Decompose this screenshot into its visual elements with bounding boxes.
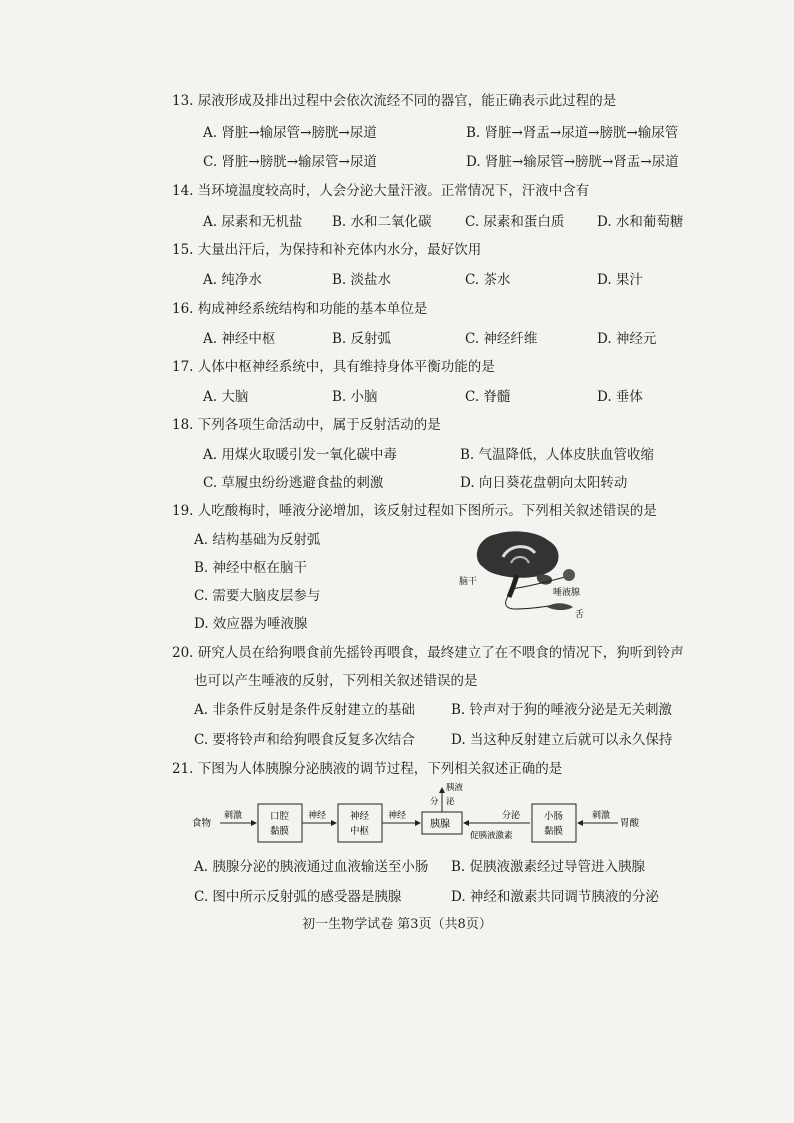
stimulus-label-right: 刺激 (592, 811, 611, 821)
tongue-shape (547, 603, 573, 610)
question-17-stem: 17. 人体中枢神经系统中，具有维持身体平衡功能的是 (172, 359, 495, 375)
question-13-option-a: A. 肾脏→输尿管→膀胱→尿道 (203, 125, 377, 141)
brainstem-shape (509, 575, 517, 597)
question-19-option-b: B. 神经中枢在脑干 (194, 560, 308, 576)
question-17-option-d: D. 垂体 (597, 389, 643, 405)
secrete-up-label-2: 泌 (446, 797, 455, 807)
nerve-label-1: 神经 (308, 811, 327, 821)
question-21-option-a: A. 胰腺分泌的胰液通过血液输送至小肠 (194, 859, 429, 875)
question-15-stem: 15. 大量出汗后，为保持和补充体内水分，最好饮用 (172, 242, 482, 258)
question-14-option-c: C. 尿素和蛋白质 (465, 214, 565, 230)
pancreatic-juice-label: 胰液 (446, 783, 464, 793)
question-16-option-c: C. 神经纤维 (465, 331, 538, 347)
brain-reflex-figure (455, 525, 595, 620)
question-18-option-d: D. 向日葵花盘朝向太阳转动 (460, 475, 628, 491)
food-label: 食物 (192, 818, 212, 829)
oral-mucosa-label-1: 口腔 (270, 811, 290, 822)
page-footer: 初一生物学试卷 第3页（共8页） (302, 917, 492, 932)
question-19-option-c: C. 需要大脑皮层参与 (194, 588, 321, 604)
question-14-option-a: A. 尿素和无机盐 (203, 214, 303, 230)
oral-mucosa-label-2: 黏膜 (270, 826, 290, 837)
question-21-option-c: C. 图中所示反射弧的感受器是胰腺 (194, 889, 402, 905)
question-20-option-b: B. 铃声对于狗的唾液分泌是无关刺激 (451, 702, 673, 718)
stomach-acid-label: 胃酸 (620, 818, 640, 829)
pancreas-label: 胰腺 (430, 819, 450, 830)
question-16-option-d: D. 神经元 (597, 331, 657, 347)
question-13-stem: 13. 尿液形成及排出过程中会依次流经不同的器官，能正确表示此过程的是 (172, 93, 617, 109)
question-19-option-d: D. 效应器为唾液腺 (194, 616, 308, 632)
stimulus-label-left: 刺激 (224, 811, 243, 821)
question-20-option-c: C. 要将铃声和给狗喂食反复多次结合 (194, 732, 415, 748)
question-18-option-c: C. 草履虫纷纷逃避食盐的刺激 (203, 475, 384, 491)
question-18-option-a: A. 用煤火取暖引发一氧化碳中毒 (203, 447, 397, 463)
question-15-option-b: B. 淡盐水 (332, 272, 392, 288)
question-15-option-c: C. 茶水 (465, 272, 511, 288)
question-16-option-a: A. 神经中枢 (203, 331, 276, 347)
salivary-gland-label: 唾液腺 (553, 588, 581, 598)
question-13-option-c: C. 肾脏→膀胱→输尿管→尿道 (203, 154, 377, 170)
pancreas-flow-diagram (190, 780, 650, 850)
question-20-stem: 20. 研究人员在给狗喂食前先摇铃再喂食，最终建立了在不喂食的情况下，狗听到铃声 (172, 645, 684, 661)
question-18-stem: 18. 下列各项生命活动中，属于反射活动的是 (172, 417, 441, 433)
question-15-option-d: D. 果汁 (597, 272, 643, 288)
question-20-option-a: A. 非条件反射是条件反射建立的基础 (194, 702, 415, 718)
question-19-option-a: A. 结构基础为反射弧 (194, 532, 321, 548)
question-20-stem-cont: 也可以产生唾液的反射，下列相关叙述错误的是 (194, 673, 478, 689)
nerve-center-label-2: 中枢 (350, 826, 370, 837)
question-13-option-d: D. 肾脏→输尿管→膀胱→肾盂→尿道 (466, 154, 679, 170)
brain-shape (477, 531, 559, 577)
question-17-option-b: B. 小脑 (332, 389, 378, 405)
question-14-option-d: D. 水和葡萄糖 (597, 214, 684, 230)
secrete-label: 分泌 (502, 811, 521, 821)
question-15-option-a: A. 纯净水 (203, 272, 262, 288)
question-18-option-b: B. 气温降低，人体皮肤血管收缩 (460, 447, 655, 463)
question-16-stem: 16. 构成神经系统结构和功能的基本单位是 (172, 301, 428, 317)
secretin-label: 促胰液激素 (470, 831, 513, 841)
question-14-stem: 14. 当环境温度较高时，人会分泌大量汗液。正常情况下，汗液中含有 (172, 183, 590, 199)
question-14-option-b: B. 水和二氧化碳 (332, 214, 432, 230)
nerve-center-label-1: 神经 (350, 811, 370, 822)
question-21-stem: 21. 下图为人体胰腺分泌胰液的调节过程，下列相关叙述正确的是 (172, 761, 563, 777)
question-16-option-b: B. 反射弧 (332, 331, 392, 347)
question-21-option-b: B. 促胰液激素经过导管进入胰腺 (451, 859, 646, 875)
question-21-option-d: D. 神经和激素共同调节胰液的分泌 (451, 889, 659, 905)
question-19-stem: 19. 人吃酸梅时，唾液分泌增加，该反射过程如下图所示。下列相关叙述错误的是 (172, 503, 657, 519)
question-13-option-b: B. 肾脏→肾盂→尿道→膀胱→输尿管 (466, 125, 679, 141)
nerve-label-2: 神经 (388, 811, 407, 821)
intestine-mucosa-label-2: 黏膜 (544, 826, 564, 837)
brainstem-label: 脑干 (459, 577, 478, 587)
question-17-option-a: A. 大脑 (203, 389, 249, 405)
cerebellum-shape (537, 574, 552, 584)
secrete-up-label-1: 分 (430, 797, 439, 807)
tongue-label: 舌 (575, 610, 585, 620)
salivary-gland-shape (563, 569, 575, 581)
question-20-option-d: D. 当这种反射建立后就可以永久保持 (451, 732, 673, 748)
intestine-mucosa-label-1: 小肠 (544, 811, 564, 822)
question-17-option-c: C. 脊髓 (465, 389, 511, 405)
